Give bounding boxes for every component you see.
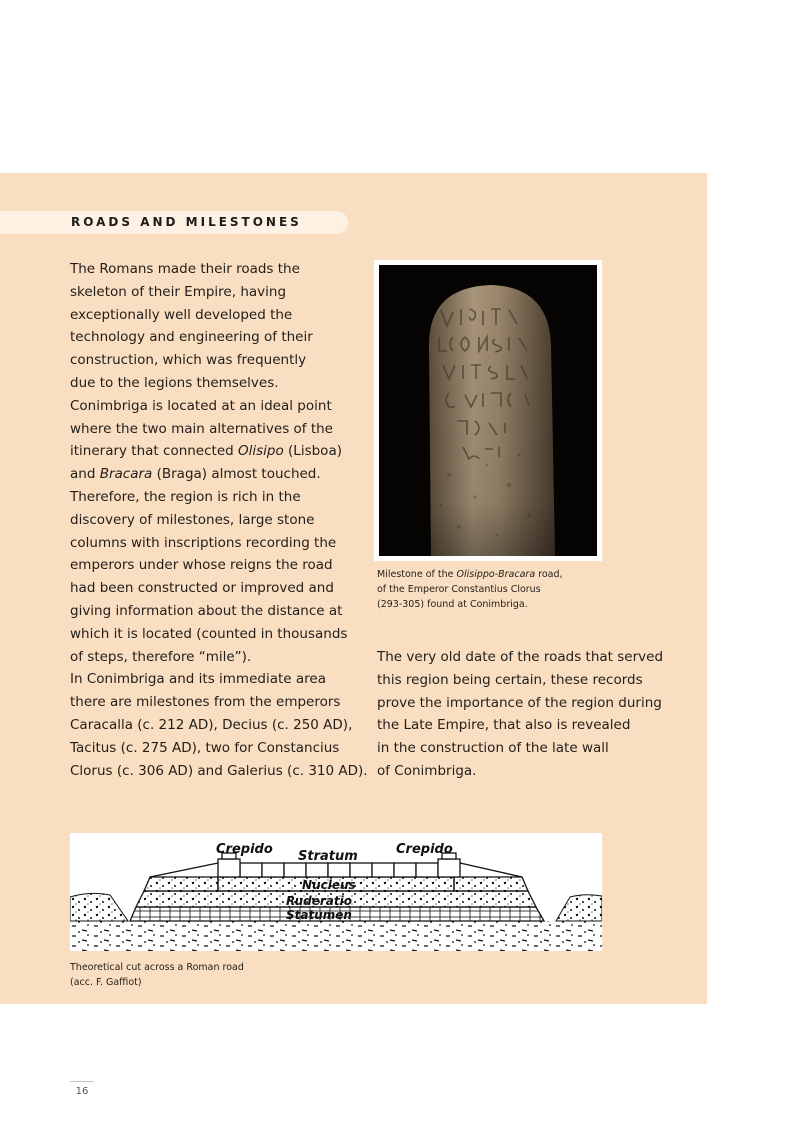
text-line: the Late Empire, that also is revealed: [377, 717, 631, 734]
text-line: The very old date of the roads that served: [377, 649, 664, 665]
text-line: skeleton of their Empire, having: [70, 283, 287, 300]
section-heading: ROADS AND MILESTONES: [71, 215, 302, 229]
text-line: itinerary that connected Olisipo (Lisboa): [70, 443, 342, 460]
text-line: and Bracara (Braga) almost touched.: [70, 466, 321, 483]
milestone-photo-caption: [377, 567, 563, 612]
text-line: Tacitus (c. 275 AD), two for Constancius: [70, 739, 340, 756]
text-line: columns with inscriptions recording the: [70, 534, 337, 551]
text-line: (293-305) found at Conimbriga.: [377, 599, 528, 610]
label-crepido-left: Crepido: [216, 842, 273, 857]
road-cross-section-drawing: [70, 833, 602, 951]
text-line: construction, which was frequently: [70, 352, 307, 369]
road-diagram-caption: [70, 960, 244, 990]
right-text-column: [377, 646, 663, 783]
text-line: The Romans made their roads the: [70, 261, 300, 277]
page-number-rule: [70, 1081, 94, 1082]
left-text-column: [70, 258, 368, 782]
text-line: had been constructed or improved and: [70, 580, 334, 597]
label-nucleus: Nucleus: [302, 878, 356, 892]
text-line: emperors under whose reigns the road: [70, 557, 333, 574]
text-line: where the two main alternatives of the: [70, 420, 333, 437]
text-line: Clorus (c. 306 AD) and Galerius (c. 310 AD).: [70, 762, 368, 779]
text-line: in the construction of the late wall: [377, 740, 609, 757]
text-line: of steps, therefore “mile”).: [70, 648, 252, 665]
text-line: this region being certain, these records: [377, 671, 643, 688]
text-line: technology and engineering of their: [70, 329, 313, 346]
text-line: Therefore, the region is rich in the: [70, 488, 301, 505]
text-line: (acc. F. Gaffiot): [70, 977, 142, 988]
text-line: discovery of milestones, large stone: [70, 511, 315, 528]
text-line: which it is located (counted in thousands: [70, 625, 348, 642]
text-line: there are milestones from the emperors: [70, 694, 341, 711]
roman-road-cross-section: [70, 833, 602, 951]
milestone-photo: [379, 265, 597, 556]
milestone-illustration: [379, 265, 597, 556]
label-stratum: Stratum: [298, 849, 358, 864]
label-ruderatio: Ruderatio: [286, 894, 352, 908]
text-line: giving information about the distance at: [70, 602, 343, 619]
text-line: due to the legions themselves.: [70, 374, 279, 391]
label-statumen: Statumen: [286, 908, 352, 922]
text-line: of the Emperor Constantius Clorus: [377, 584, 541, 595]
text-line: Theoretical cut across a Roman road: [70, 962, 244, 973]
text-line: prove the importance of the region during: [377, 694, 662, 711]
milestone-photo-frame: [374, 260, 602, 561]
page-number: 16: [75, 1086, 89, 1097]
text-line: exceptionally well developed the: [70, 306, 293, 323]
label-crepido-right: Crepido: [396, 842, 453, 857]
text-line: Conimbriga is located at an ideal point: [70, 397, 332, 414]
text-line: In Conimbriga and its immediate area: [70, 671, 326, 688]
text-line: of Conimbriga.: [377, 762, 477, 779]
text-line: Caracalla (c. 212 AD), Decius (c. 250 AD),: [70, 716, 353, 733]
text-line: Milestone of the Olisippo-Bracara road,: [377, 569, 563, 580]
